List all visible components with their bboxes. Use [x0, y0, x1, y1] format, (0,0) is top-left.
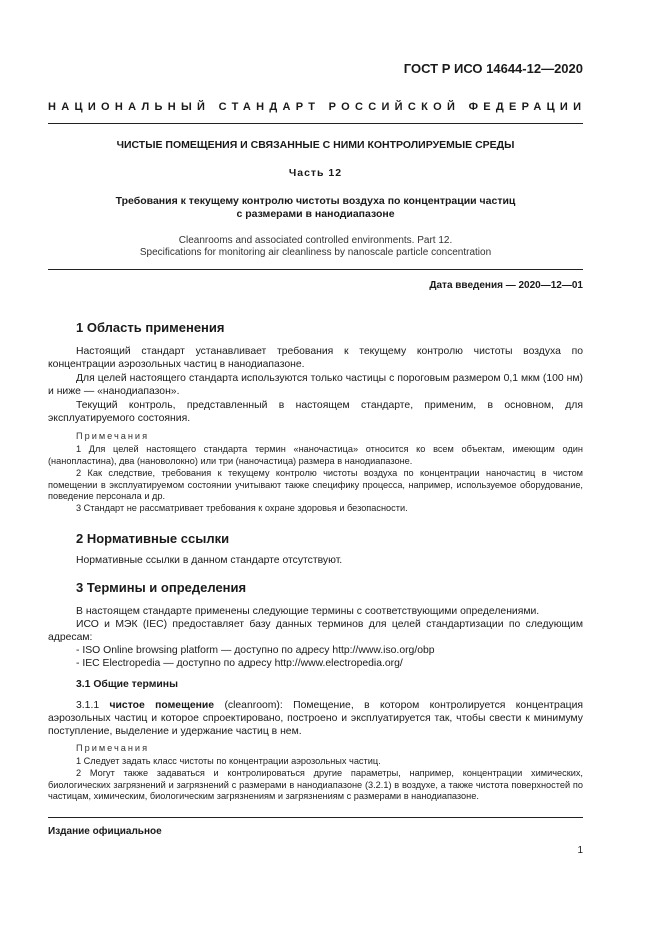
section-1-note-3: 3 Стандарт не рассматривает требования к охране здоровья и безопасности.: [76, 503, 408, 513]
subsection-3-1-heading: 3.1 Общие термины: [76, 679, 178, 690]
section-3-paragraph-1: В настоящем стандарте применены следующие термины с соответствующими определениями.: [76, 606, 540, 617]
part-label: Часть 12: [288, 167, 343, 179]
official-edition-label: Издание официальное: [48, 826, 162, 837]
introduction-date: Дата введения — 2020—12—01: [429, 280, 583, 291]
section-2-heading: 2 Нормативные ссылки: [76, 531, 230, 546]
section-2-paragraph-1: Нормативные ссылки в данном стандарте отсутствуют.: [76, 555, 343, 566]
term-3-1-1-definition: 3.1.1 чистое помещение (cleanroom): Помещение, в котором контролируется концентрация аэрозольных частиц и которое спроектировано, построено и эксплуатируется так, чтобы свести к минимуму поступление, выделение и удержание частиц в нем.: [48, 700, 584, 738]
section-3-heading: 3 Термины и определения: [76, 580, 247, 595]
gost-designation: ГОСТ Р ИСО 14644-12—2020: [403, 61, 583, 76]
subtitle-line-2: с размерами в нанодиапазоне: [236, 208, 395, 220]
section-1-note-2: 2 Как следствие, требования к текущему контролю чистоты воздуха по концентрации наночастиц в чистом помещении в эксплуатируемом состоянии учитывают также специфику процесса, например, используемое оборудование, поведение персонала и др.: [48, 468, 583, 502]
section-1-note-1: 1 Для целей настоящего стандарта термин «наночастица» относится ко всем объектам, имеющим один (нанопластина), два (нановолокно) или три (наночастица) размера в нанодиапазоне.: [48, 444, 583, 466]
section-1-heading: 1 Область применения: [76, 320, 225, 335]
section-1-paragraph-3: Текущий контроль, представленный в настоящем стандарте, применим, в основном, для эксплуатируемого состояния.: [48, 400, 583, 425]
section-1-paragraph-1: Настоящий стандарт устанавливает требования к текущему контролю чистоты воздуха по концентрации аэрозольных частиц в нанодиапазоне.: [48, 346, 583, 371]
document-title: ЧИСТЫЕ ПОМЕЩЕНИЯ И СВЯЗАННЫЕ С НИМИ КОНТРОЛИРУЕМЫЕ СРЕДЫ: [116, 139, 515, 151]
section-3-paragraph-2: ИСО и МЭК (IEC) предоставляет базу данных терминов для целей стандартизации по следующим адресам:: [48, 619, 583, 644]
section-3-list-item-1: - ISO Online browsing platform — доступно по адресу http://www.iso.org/obp: [76, 645, 435, 656]
title-rule: [48, 269, 583, 270]
page-number: 1: [577, 845, 583, 856]
english-title-line-1: Cleanrooms and associated controlled environments. Part 12.: [178, 235, 453, 246]
subtitle-line-1: Требования к текущему контролю чистоты воздуха по концентрации частиц: [115, 195, 516, 207]
national-standard-banner: НАЦИОНАЛЬНЫЙ СТАНДАРТ РОССИЙСКОЙ ФЕДЕРАЦИИ: [48, 101, 587, 113]
english-title-line-2: Specifications for monitoring air cleanliness by nanoscale particle concentration: [139, 247, 492, 258]
section-3-note-2: 2 Могут также задаваться и контролироваться другие параметры, например, концентрации химических, биологических загрязнений и загрязнений с размерами в нанодиапазоне (3.2.1) в воздухе, а также чистота поверхностей по частицам, химическим, биологическим загрязнениям и загрязнениям с размерами в нанодиапазоне.: [48, 768, 583, 802]
section-3-note-1: 1 Следует задать класс чистоты по концентрации аэрозольных частиц.: [76, 756, 381, 766]
footer-rule: [48, 817, 583, 818]
section-1-notes-label: Примечания: [76, 431, 150, 441]
term-name: чистое помещение: [109, 700, 215, 711]
header-rule: [48, 123, 583, 124]
section-3-list-item-2: - IEC Electropedia — доступно по адресу http://www.electropedia.org/: [76, 658, 403, 669]
section-1-paragraph-2: Для целей настоящего стандарта используются только частицы с пороговым размером 0,1 мкм (100 нм) и ниже — «нанодиапазон».: [48, 373, 583, 398]
section-3-notes-label: Примечания: [76, 743, 150, 753]
